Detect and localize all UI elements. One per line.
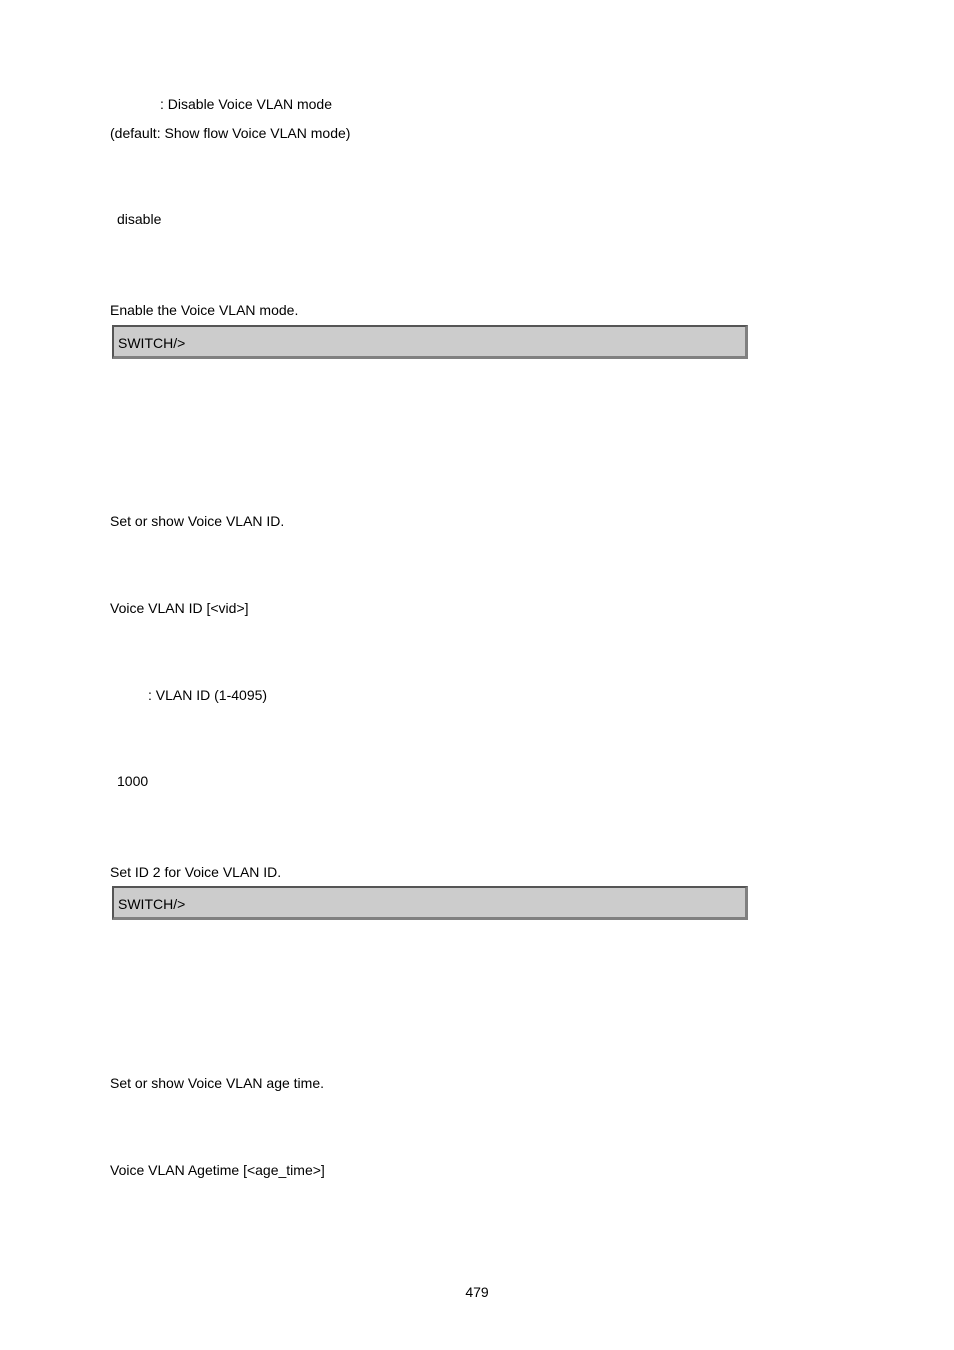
command-box — [112, 886, 748, 920]
command-syntax: Voice VLAN ID [<vid>] — [110, 600, 249, 616]
page-number: 479 — [465, 1284, 489, 1300]
command-box — [112, 325, 748, 359]
default-value: disable — [117, 211, 162, 227]
command-prompt: SWITCH/> — [118, 335, 186, 351]
example-description: Enable the Voice VLAN mode. — [110, 302, 299, 318]
default-note: (default: Show flow Voice VLAN mode) — [110, 125, 351, 141]
command-syntax: Voice VLAN Agetime [<age_time>] — [110, 1162, 325, 1178]
command-description: Set or show Voice VLAN ID. — [110, 513, 285, 529]
example-description: Set ID 2 for Voice VLAN ID. — [110, 864, 282, 880]
command-description: Set or show Voice VLAN age time. — [110, 1075, 324, 1091]
param-vid: : VLAN ID (1-4095) — [148, 687, 268, 703]
command-prompt: SWITCH/> — [118, 896, 186, 912]
param-disable: : Disable Voice VLAN mode — [160, 96, 332, 112]
default-value: 1000 — [117, 773, 149, 789]
